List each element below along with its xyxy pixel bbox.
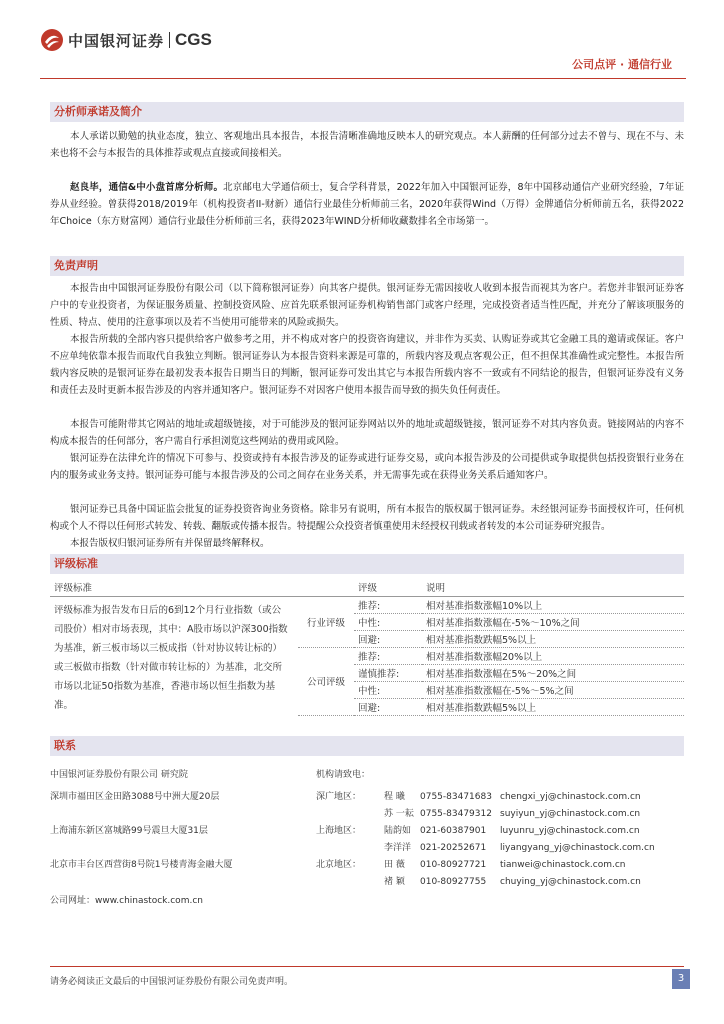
footer-disclaimer: 请务必阅读正文最后的中国银河证券股份有限公司免责声明。 (50, 977, 294, 987)
industry-rating-label: 行业评级 (298, 596, 354, 647)
section-title-analyst: 分析师承诺及简介 (50, 102, 684, 122)
contact-person-name: 田 薇 (384, 860, 405, 870)
contact-person-email[interactable]: chengxi_yj@chinastock.com.cn (500, 792, 641, 802)
header-divider (40, 78, 686, 79)
section-title-rating: 评级标准 (50, 554, 684, 574)
contact-person-name: 程 曦 (384, 792, 405, 802)
disclaimer-paragraph-4: 银河证券在法律允许的情况下可参与、投资或持有本报告涉及的证券或进行证券交易，或向本报告涉及的公司提供或争取提供包括投资银行业务在内的服务或业务支持。银河证券可能与本报告涉及的公司之间存在业务关系，并无需事先或在获得业务关系后通知客户。 (50, 453, 684, 481)
contact-person-name: 褚 颖 (384, 877, 405, 887)
report-category: 公司点评 · 通信行业 (572, 58, 672, 71)
disclaimer-paragraph-1: 本报告由中国银河证券股份有限公司（以下简称银河证券）向其客户提供。银河证券无需因接收人收到本报告而视其为客户。若您并非银河证券客户中的专业投资者，为保证服务质量、控制投资风险、应首先联系银河证券机构销售部门或客户经理，完成投资者适当性匹配，并充分了解该项服务的性质、特点、使用的注意事项以及若不当使用可能带来的风险或损失。 (50, 283, 684, 328)
disclaimer-paragraph-6: 本报告版权归银河证券所有并保留最终解释权。 (70, 538, 270, 549)
rating-grade: 推荐: (354, 596, 422, 613)
rating-grade: 中性: (354, 681, 422, 698)
contact-person-email[interactable]: liyangyang_yj@chinastock.com.cn (500, 843, 655, 853)
footer-divider (50, 966, 684, 967)
rating-grade: 回避: (354, 698, 422, 715)
company-website[interactable]: 公司网址：www.chinastock.com.cn (50, 896, 203, 906)
rating-desc: 相对基准指数涨幅在-5%～10%之间 (422, 613, 684, 630)
section-title-contact: 联系 (50, 736, 684, 756)
disclaimer-paragraph-2: 本报告所载的全部内容只提供给客户做参考之用，并不构成对客户的投资咨询建议，并非作为买卖、认购证券或其它金融工具的邀请或保证。客户不应单纯依靠本报告而取代自我独立判断。银河证券认为本报告资料来源是可靠的，所载内容及观点客观公正，但不担保其准确性或完整性。本报告所载内容反映的是银河证券在最初发表本报告日期当日的判断，银河证券可发出其它与本报告所载内容不一致或有不同结论的报告，但银河证券没有义务和责任去及时更新本报告涉及的内容并通知客户。银河证券不对因客户使用本报告而导致的损失负任何责任。 (50, 334, 684, 396)
contact-person-email[interactable]: tianwei@chinastock.com.cn (500, 860, 626, 870)
rating-standard-description: 评级标准为报告发布日后的6到12个月行业指数（或公司股价）相对市场表现，其中：A股市场以沪深300指数为基准，新三板市场以三板成指（针对协议转让标的）或三板做市指数（针对做市转让标的）为基准，北交所市场以北证50指数为基准，香港市场以恒生指数为基准。 (54, 604, 288, 711)
contact-person-phone: 0755-83471683 (420, 792, 492, 802)
contact-person-email[interactable]: luyunru_yj@chinastock.com.cn (500, 826, 640, 836)
rating-header-category (298, 579, 354, 596)
contact-person-phone: 021-60387901 (420, 826, 487, 836)
contact-region-shenzhen: 深广地区： (316, 792, 362, 802)
analyst-name: 赵良毕，通信&中小盘首席分析师。 (70, 182, 224, 193)
rating-header-standard: 评级标准 (50, 579, 298, 596)
contact-address-shanghai: 上海浦东新区富城路99号震旦大厦31层 (50, 826, 208, 836)
disclaimer-paragraph-3: 本报告可能附带其它网站的地址或超级链接，对于可能涉及的银河证券网站以外的地址或超级链接，银河证券不对其内容负责。链接网站的内容不构成本报告的任何部分，客户需自行承担浏览这些网站的费用或风险。 (50, 419, 684, 447)
rating-header-grade: 评级 (354, 579, 422, 596)
logo-text-en: CGS (175, 30, 212, 49)
contact-company: 中国银河证券股份有限公司 研究院 (50, 770, 188, 780)
logo-divider (169, 32, 170, 48)
rating-grade: 中性: (354, 613, 422, 630)
rating-table (50, 579, 684, 716)
rating-desc: 相对基准指数涨幅20%以上 (422, 647, 684, 664)
contact-person-name: 李洋洋 (384, 843, 412, 853)
page-number: 3 (672, 969, 690, 989)
rating-grade: 谨慎推荐: (354, 664, 422, 681)
contact-person-name: 苏 一耘 (384, 809, 414, 819)
rating-grade: 回避: (354, 630, 422, 647)
rating-desc: 相对基准指数涨幅10%以上 (422, 596, 684, 613)
rating-desc: 相对基准指数跌幅5%以上 (422, 630, 684, 647)
contact-region-shanghai: 上海地区： (316, 826, 362, 836)
rating-grade: 推荐: (354, 647, 422, 664)
contact-sales-label: 机构请致电： (316, 770, 371, 780)
contact-person-phone: 021-20252671 (420, 843, 487, 853)
rating-header-desc: 说明 (422, 579, 684, 596)
page-header (0, 0, 724, 80)
analyst-bio (50, 179, 684, 230)
contact-person-phone: 0755-83479312 (420, 809, 492, 819)
contact-person-phone: 010-80927721 (420, 860, 487, 870)
rating-desc: 相对基准指数涨幅在5%～20%之间 (422, 664, 684, 681)
disclaimer-paragraph-5: 银河证券已具备中国证监会批复的证券投资咨询业务资格。除非另有说明，所有本报告的版权属于银河证券。未经银河证券书面授权许可，任何机构或个人不得以任何形式转发、转载、翻版或传播本报告。特提醒公众投资者慎重使用未经授权刊载或者转发的本公司证券研究报告。 (50, 504, 684, 532)
contact-address-beijing: 北京市丰台区西营街8号院1号楼青海金融大厦 (50, 860, 233, 870)
analyst-bio-text: 北京邮电大学通信硕士，复合学科背景，2022年加入中国银河证券，8年中国移动通信产业研究经验，7年证券从业经验。曾获得2018/2019年（机构投资者II-财新）通信行业最佳分析师前三名，2020年获得Wind（万得）金牌通信分析师前五名，获得2022年Choice（东方财富网）通信行业最佳分析师前三名，获得2023年WIND分析师收藏数排名全市场第一。 (50, 182, 684, 227)
contact-person-email[interactable]: chuying_yj@chinastock.com.cn (500, 877, 641, 887)
contact-region-beijing: 北京地区： (316, 860, 362, 870)
rating-desc: 相对基准指数跌幅5%以上 (422, 698, 684, 715)
section-title-disclaimer: 免责声明 (50, 256, 684, 276)
rating-table-header (50, 579, 684, 596)
contact-address-shenzhen: 深圳市福田区金田路3088号中洲大厦20层 (50, 792, 220, 802)
contact-person-phone: 010-80927755 (420, 877, 487, 887)
logo-text-cn: 中国银河证券 (68, 31, 165, 50)
contact-person-name: 陆韵如 (384, 826, 412, 836)
logo-icon (40, 28, 64, 52)
company-logo (40, 28, 212, 52)
analyst-statement: 本人承诺以勤勉的执业态度，独立、客观地出具本报告，本报告清晰准确地反映本人的研究观点。本人薪酬的任何部分过去不曾与、现在不与、未来也将不会与本报告的具体推荐或观点直接或间接相关。 (50, 131, 684, 159)
rating-desc: 相对基准指数涨幅在-5%～5%之间 (422, 681, 684, 698)
company-rating-label: 公司评级 (298, 647, 354, 715)
contact-person-email[interactable]: suyiyun_yj@chinastock.com.cn (500, 809, 641, 819)
table-row (50, 596, 684, 613)
